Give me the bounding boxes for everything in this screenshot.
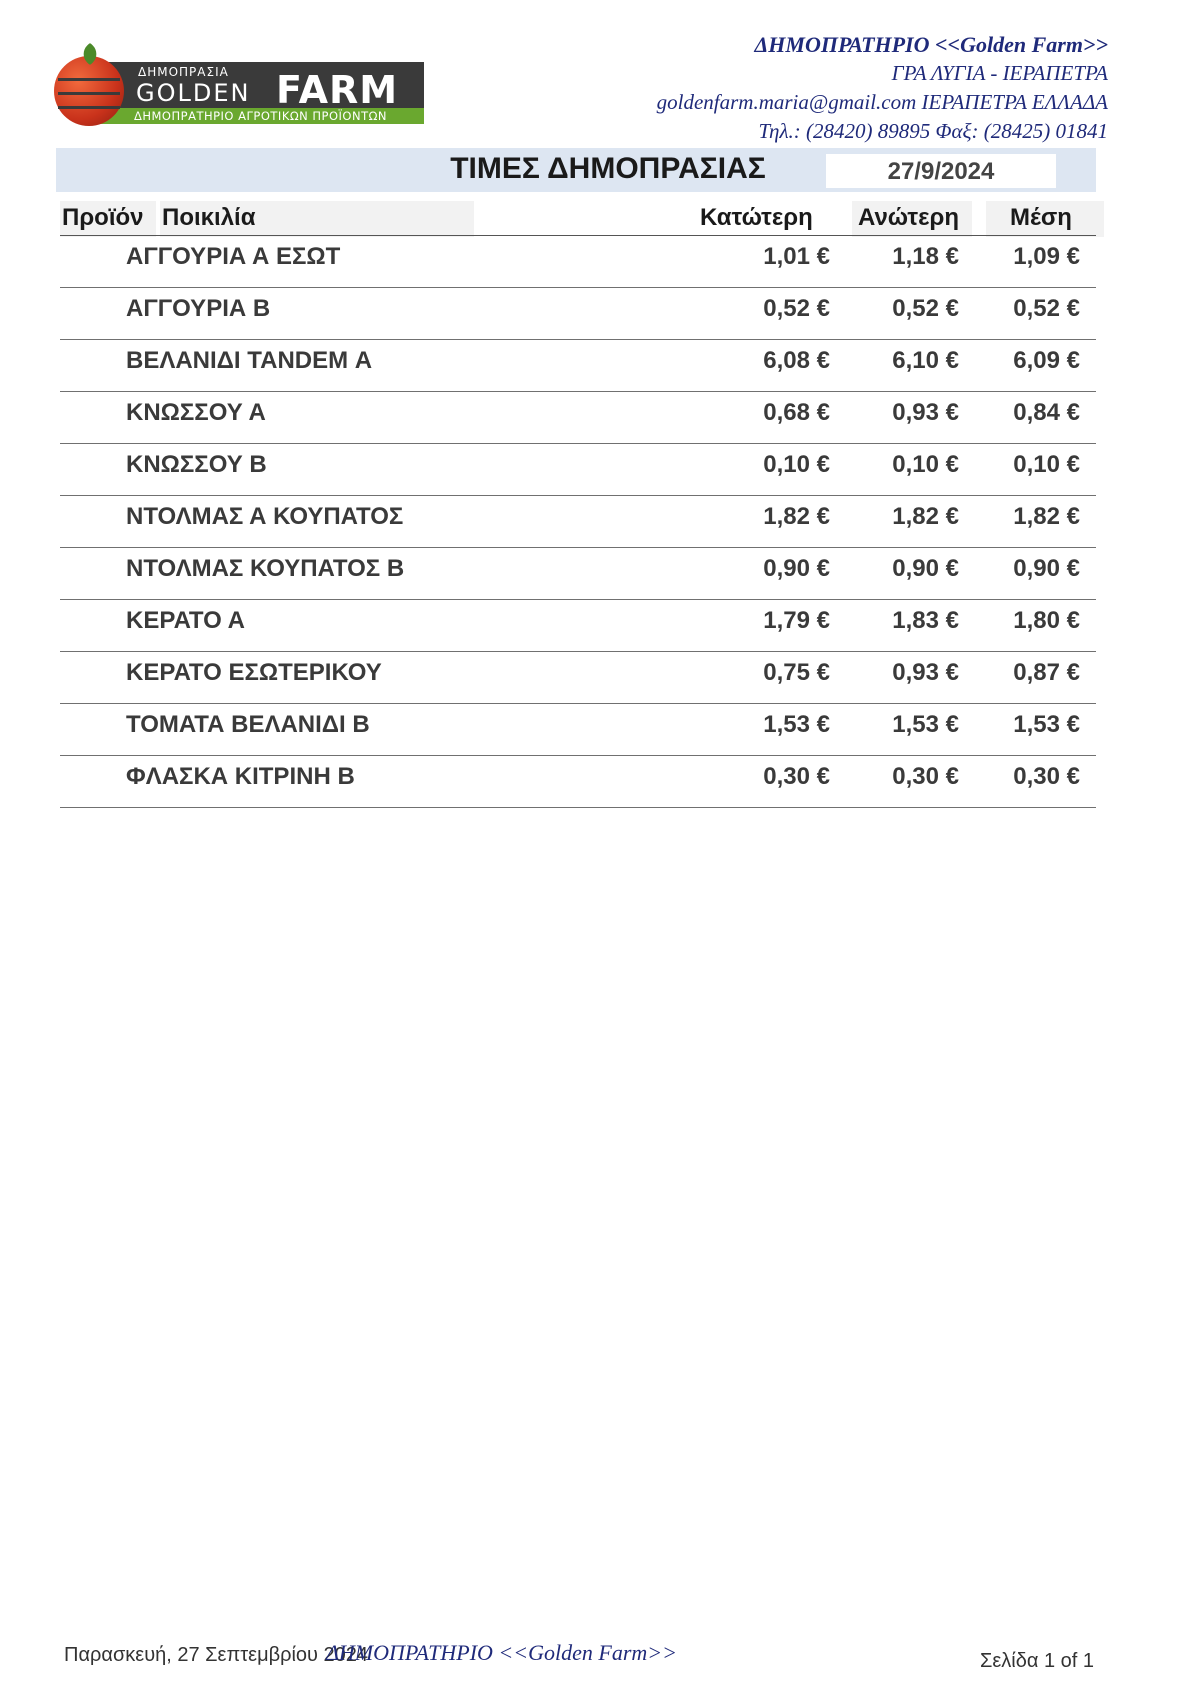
product-name: ΝΤΟΛΜΑΣ Α ΚΟΥΠΑΤΟΣ (126, 503, 404, 530)
price-low: 1,01 € (763, 243, 830, 270)
table-row (60, 392, 1096, 444)
column-header-product: Προϊόν (62, 204, 144, 231)
table-row (60, 236, 1096, 288)
footer-company: ΔΗΜΟΠΡΑΤΗΡΙΟ <<Golden Farm>> (326, 1640, 677, 1665)
price-low: 6,08 € (763, 347, 830, 374)
golden-farm-logo (54, 46, 424, 124)
date-box (826, 154, 1056, 188)
product-name: ΚΕΡΑΤΟ ΕΣΩΤΕΡΙΚΟΥ (126, 659, 382, 686)
product-name: ΚΝΩΣΣΟΥ Β (126, 451, 267, 478)
price-avg: 0,87 € (1013, 659, 1080, 686)
company-name: ΔΗΜΟΠΡΑΤΗΡΙΟ <<Golden Farm>> (754, 32, 1108, 57)
price-avg: 6,09 € (1013, 347, 1080, 374)
table-row (60, 756, 1096, 808)
table-row (60, 652, 1096, 704)
auction-date: 27/9/2024 (887, 158, 995, 185)
table-row (60, 444, 1096, 496)
column-header-high: Ανώτερη (858, 204, 960, 231)
table-row (60, 600, 1096, 652)
table-row (60, 704, 1096, 756)
product-name: ΚΝΩΣΣΟΥ Α (126, 399, 266, 426)
price-avg: 1,80 € (1013, 607, 1080, 634)
page-title: ΤΙΜΕΣ ΔΗΜΟΠΡΑΣΙΑΣ (450, 152, 766, 185)
company-location: ΓΡΑ ΛΥΓΙΑ - ΙΕΡΑΠΕΤΡΑ (891, 61, 1108, 85)
product-name: ΦΛΑΣΚΑ ΚΙΤΡΙΝΗ Β (126, 763, 355, 790)
product-name: ΚΕΡΑΤΟ Α (126, 607, 245, 634)
table-row (60, 288, 1096, 340)
company-phones: Τηλ.: (28420) 89895 Φαξ: (28425) 01841 (758, 119, 1108, 143)
price-avg: 0,90 € (1013, 555, 1080, 582)
price-low: 0,75 € (763, 659, 830, 686)
table-row (60, 548, 1096, 600)
price-high: 0,93 € (892, 659, 959, 686)
footer-date: Παρασκευή, 27 Σεπτεμβρίου 2024 (64, 1644, 369, 1666)
price-high: 1,18 € (892, 243, 959, 270)
company-contact: goldenfarm.maria@gmail.com ΙΕΡΑΠΕΤΡΑ ΕΛΛΑΔΑ (656, 90, 1108, 114)
price-low: 0,52 € (763, 295, 830, 322)
column-header-low-cell (696, 201, 832, 237)
column-header-variety-cell (160, 201, 474, 237)
product-name: ΒΕΛΑΝΙΔΙ ΤΑΝDEM Α (126, 347, 373, 374)
tomato-icon (54, 56, 124, 126)
price-high: 0,93 € (892, 399, 959, 426)
price-table (60, 236, 1096, 808)
logo-golden-text: GOLDEN (136, 79, 251, 107)
price-avg: 0,30 € (1013, 763, 1080, 790)
price-avg: 0,52 € (1013, 295, 1080, 322)
column-header-high-cell (852, 201, 972, 237)
product-name: ΑΓΓΟΥΡΙΑ Α ΕΣΩΤ (126, 243, 341, 270)
column-header-avg-cell (986, 201, 1104, 237)
product-name: ΑΓΓΟΥΡΙΑ Β (126, 295, 271, 322)
price-avg: 0,84 € (1013, 399, 1080, 426)
price-low: 0,90 € (763, 555, 830, 582)
price-avg: 1,09 € (1013, 243, 1080, 270)
column-header-variety: Ποικιλία (162, 204, 256, 231)
price-avg: 1,82 € (1013, 503, 1080, 530)
logo-subtitle: ΔΗΜΟΠΡΑΤΗΡΙΟ ΑΓΡΟΤΙΚΩΝ ΠΡΟΪΟΝΤΩΝ (134, 109, 388, 123)
footer-page-number: Σελίδα 1 of 1 (979, 1650, 1094, 1672)
table-row (60, 496, 1096, 548)
column-header-low: Κατώτερη (700, 204, 813, 231)
price-low: 0,30 € (763, 763, 830, 790)
price-high: 0,52 € (892, 295, 959, 322)
price-low: 1,82 € (763, 503, 830, 530)
price-low: 0,10 € (763, 451, 830, 478)
table-row (60, 340, 1096, 392)
price-low: 1,79 € (763, 607, 830, 634)
price-high: 0,90 € (892, 555, 959, 582)
price-high: 1,82 € (892, 503, 959, 530)
title-bar (56, 148, 1096, 192)
price-avg: 1,53 € (1013, 711, 1080, 738)
column-header-product-cell (60, 201, 156, 237)
logo-farm-text: FARM (276, 68, 399, 112)
price-low: 0,68 € (763, 399, 830, 426)
price-high: 0,10 € (892, 451, 959, 478)
price-avg: 0,10 € (1013, 451, 1080, 478)
product-name: ΤΟΜΑΤΑ ΒΕΛΑΝΙΔΙ Β (126, 711, 370, 738)
product-name: ΝΤΟΛΜΑΣ ΚΟΥΠΑΤΟΣ Β (126, 555, 405, 582)
price-high: 1,53 € (892, 711, 959, 738)
price-high: 0,30 € (892, 763, 959, 790)
logo-small-text: ΔΗΜΟΠΡΑΣΙΑ (138, 65, 229, 79)
price-high: 6,10 € (892, 347, 959, 374)
price-low: 1,53 € (763, 711, 830, 738)
price-high: 1,83 € (892, 607, 959, 634)
column-header-avg: Μέση (1010, 204, 1072, 231)
